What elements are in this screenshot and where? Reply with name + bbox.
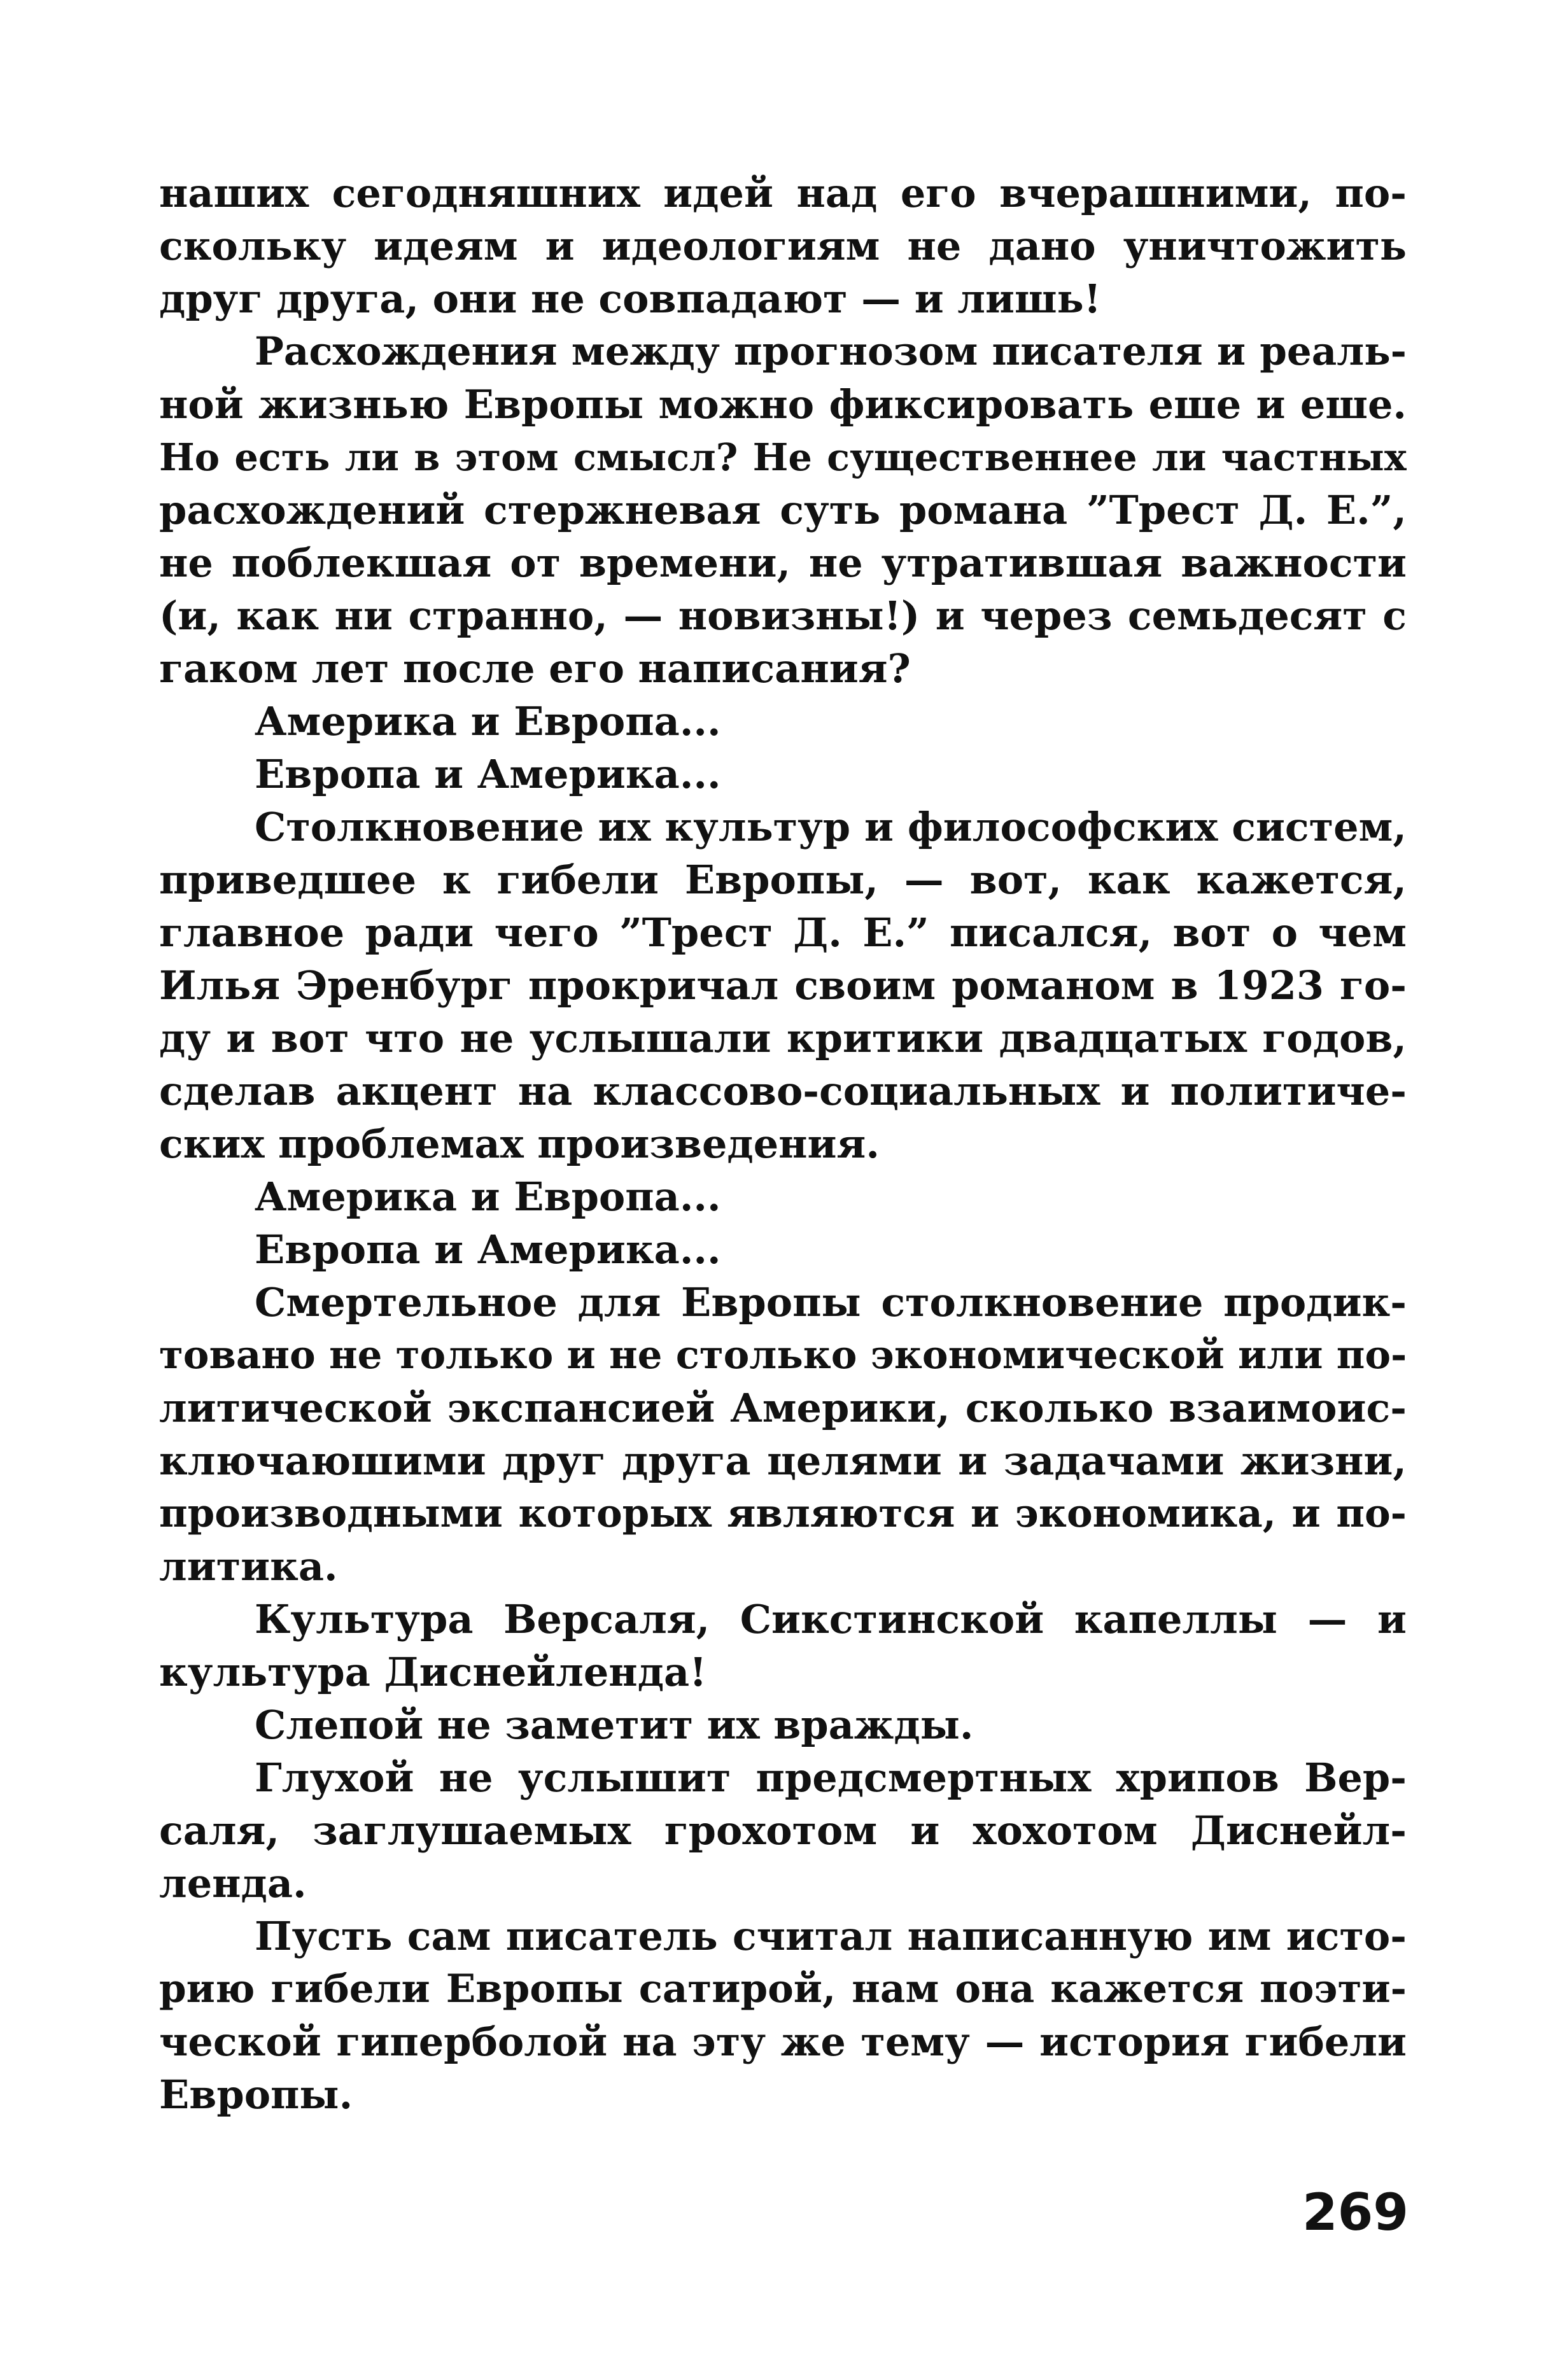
page-number: 269	[1302, 2183, 1409, 2242]
text-line: товано не только и не столько экономической или по-	[159, 1333, 1407, 1378]
text-line: Европа и Америка...	[255, 1226, 721, 1273]
text-line: Культура Версаля, Сикстинской капеллы — и	[255, 1596, 1407, 1642]
text-line: Глухой не услышит предсмертных хрипов Вер-	[255, 1754, 1407, 1801]
text-line: ключаюшими друг друга целями и задачами жизни,	[159, 1438, 1407, 1484]
text-line: рию гибели Европы сатирой, нам она кажется поэти-	[159, 1966, 1407, 2012]
text-line: производными которых являются и экономика, и по-	[159, 1491, 1407, 1536]
text-line: Смертельное для Европы столкновение продик-	[255, 1279, 1407, 1326]
text-line: Пусть сам писатель считал написанную им исто-	[255, 1913, 1407, 1959]
text-line: Расхождения между прогнозом писателя и реаль-	[255, 329, 1407, 374]
text-line: Европа и Америка...	[255, 751, 721, 797]
text-line: Илья Эренбург прокричал своим романом в 1923 го-	[159, 962, 1407, 1009]
text-line: ческой гиперболой на эту же тему — история гибели	[159, 2019, 1407, 2065]
text-line: (и, как ни странно, — новизны!) и через семьдесят с	[159, 592, 1407, 639]
text-line: гаком лет после его написания?	[159, 645, 911, 692]
text-line: скольку идеям и идеологиям не дано уничтожить	[159, 223, 1407, 269]
text-line: Америка и Европа...	[255, 698, 721, 745]
text-line: ских проблемах произведения.	[159, 1121, 880, 1167]
text-line: приведшее к гибели Европы, — вот, как кажется,	[159, 857, 1407, 903]
text-line: ду и вот что не услышали критики двадцатых годов,	[159, 1015, 1407, 1061]
text-line: Но есть ли в этом смысл? Не существеннее ли частных	[159, 435, 1407, 479]
text-line: литической экспансией Америки, сколько взаимоис-	[159, 1385, 1407, 1431]
text-line: сделав акцент на классово-социальных и политиче-	[159, 1068, 1407, 1114]
text-line: наших сегодняшних идей над его вчерашними, по-	[159, 170, 1407, 216]
text-line: не поблекшая от времени, не утратившая важности	[159, 540, 1407, 586]
text-line: Слепой не заметит их вражды.	[255, 1702, 974, 1748]
text-line: культура Диснейленда!	[159, 1649, 707, 1695]
text-line: Европы.	[159, 2071, 353, 2118]
text-line: Столкновение их культур и философских систем,	[255, 804, 1407, 850]
text-line: саля, заглушаемых грохотом и хохотом Диснейл-	[159, 1807, 1407, 1854]
text-line: литика.	[159, 1543, 338, 1590]
text-line: расхождений стержневая суть романа ”Трест Д. Е.”,	[159, 487, 1407, 533]
text-line: ленда.	[159, 1860, 307, 1907]
text-line: главное ради чего ”Трест Д. Е.” писался, вот о чем	[159, 909, 1407, 956]
text-line: Америка и Европа...	[255, 1173, 721, 1220]
text-line: ной жизнью Европы можно фиксировать еше и еше.	[159, 381, 1407, 428]
text-line: друг друга, они не совпадают — и лишь!	[159, 276, 1101, 322]
body-text	[159, 167, 1407, 2121]
